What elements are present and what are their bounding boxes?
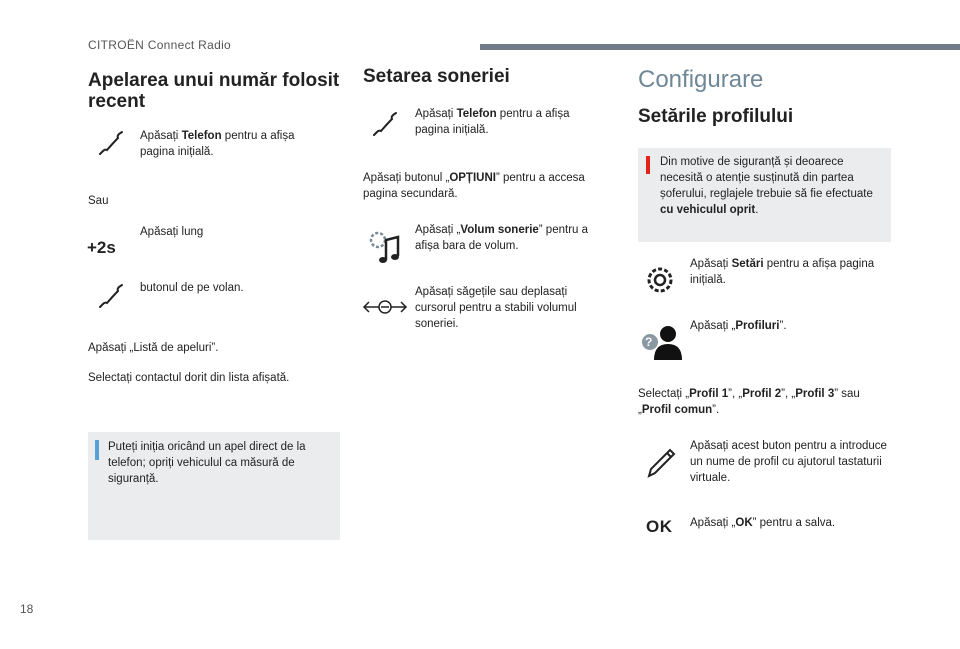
profile-question-mark: ? bbox=[645, 335, 653, 349]
col1-step3: butonul de pe volan. bbox=[140, 282, 244, 294]
col2-step2: Apăsați butonul „OPȚIUNI” pentru a accesa pagina secundară. bbox=[363, 172, 585, 200]
warning-text: Din motive de siguranță și deoarece necesită o atenție susținută din partea șoferului, reglajele trebuie să fie efectuate cu vehiculul oprit. bbox=[660, 156, 873, 216]
col3-subtitle-block bbox=[638, 106, 898, 128]
col1-or: Sau bbox=[88, 195, 109, 207]
col2-step1: Apăsați Telefon pentru a afișa pagina inițială. bbox=[415, 108, 570, 136]
header-bar bbox=[480, 44, 960, 50]
col2-title-block bbox=[363, 66, 613, 88]
ok-icon: OK bbox=[646, 517, 673, 536]
page-number: 18 bbox=[20, 602, 34, 616]
info-text: Puteți iniția oricând un apel direct de la telefon; opriți vehiculul ca măsură de siguranță. bbox=[108, 441, 306, 485]
volume-slider-icon bbox=[362, 297, 408, 317]
col3-title-block bbox=[638, 66, 898, 94]
col3-title: Configurare bbox=[638, 66, 764, 93]
col1-step1: Apăsați Telefon pentru a afișa pagina inițială. bbox=[140, 130, 295, 158]
settings-gear-icon bbox=[644, 264, 676, 296]
col2-title: Setarea soneriei bbox=[363, 66, 510, 87]
phone-icon bbox=[370, 109, 400, 139]
edit-pencil-icon bbox=[645, 446, 677, 480]
col3-subtitle: Setările profilului bbox=[638, 106, 794, 127]
col2-step3: Apăsați „Volum sonerie” pentru a afișa bara de volum. bbox=[415, 224, 589, 252]
warning-icon bbox=[646, 156, 650, 174]
col1-step2: Apăsați lung bbox=[140, 226, 204, 238]
col3-step4: Apăsați acest buton pentru a introduce un nume de profil cu ajutorul tastaturii virtuale. bbox=[690, 440, 887, 484]
long-press-2s-icon: +2s bbox=[87, 238, 116, 257]
col1-title-block bbox=[88, 70, 350, 112]
col1-step4: Apăsați „Listă de apeluri”. bbox=[88, 342, 219, 354]
col3-step3: Selectați „Profil 1”, „Profil 2”, „Profil 3” sau „Profil comun”. bbox=[638, 388, 860, 416]
col2-step4: Apăsați săgețile sau deplasați cursorul pentru a stabili volumul soneriei. bbox=[415, 286, 577, 330]
col3-step2: Apăsați „Profiluri”. bbox=[690, 320, 787, 332]
running-header: CITROËN Connect Radio bbox=[88, 38, 232, 52]
phone-icon bbox=[96, 128, 126, 158]
col3-step1: Apăsați Setări pentru a afișa pagina inițială. bbox=[690, 258, 875, 286]
col3-step5: Apăsați „OK” pentru a salva. bbox=[690, 517, 836, 529]
col1-step5: Selectați contactul dorit din lista afișată. bbox=[88, 372, 290, 384]
info-icon bbox=[95, 440, 99, 460]
steering-phone-icon bbox=[96, 281, 126, 311]
ringtone-settings-icon bbox=[366, 228, 406, 268]
col1-title: Apelarea unui număr folosit recent bbox=[88, 70, 340, 112]
